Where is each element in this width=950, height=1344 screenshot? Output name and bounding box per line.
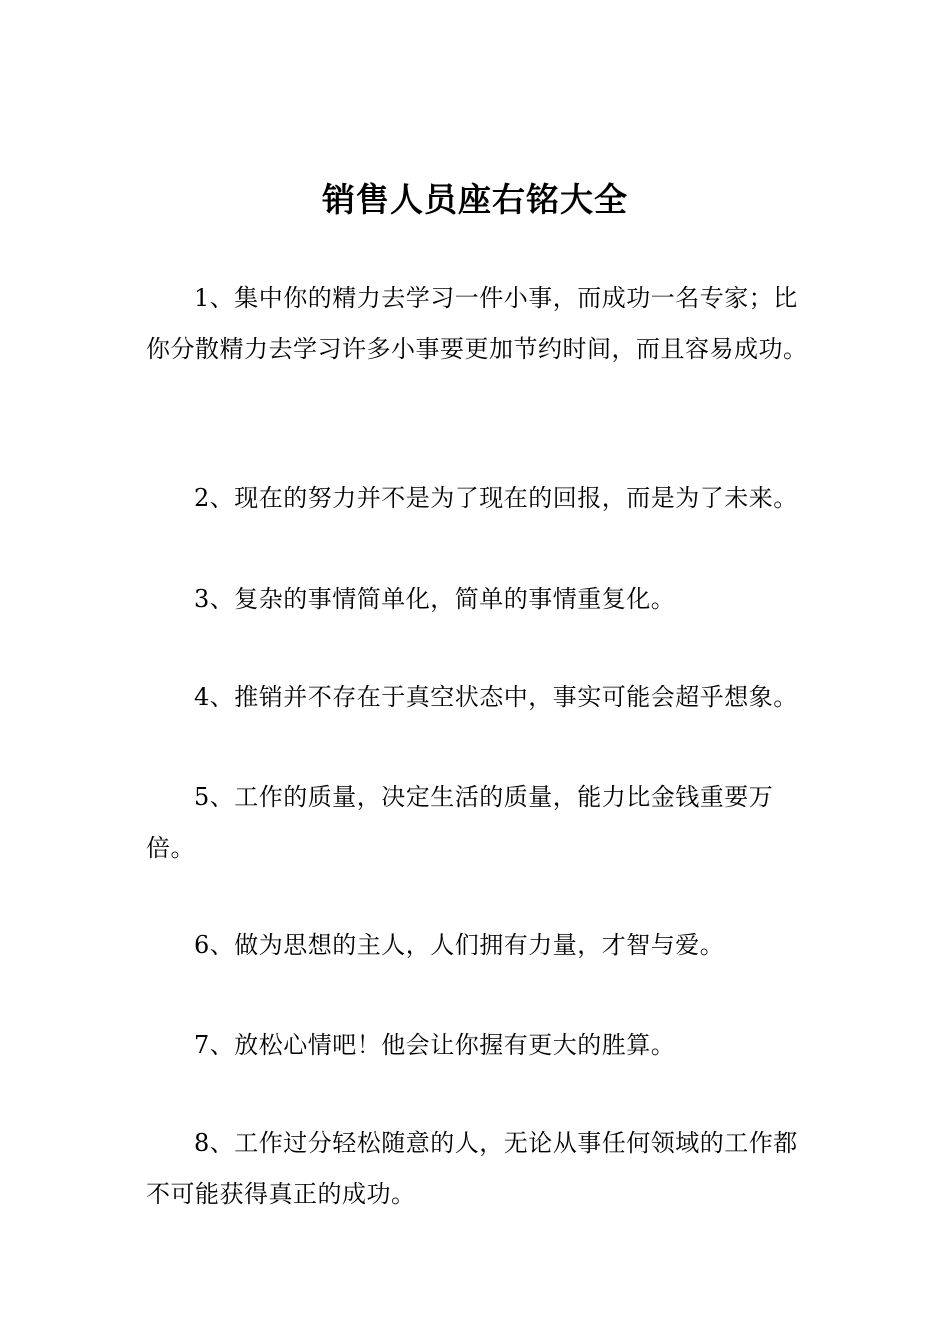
paragraph-8: 8、工作过分轻松随意的人，无论从事任何领域的工作都不可能获得真正的成功。	[146, 1129, 798, 1208]
paragraph-7: 7、放松心情吧！他会让你握有更大的胜算。	[194, 1031, 676, 1059]
paragraph-6: 6、做为思想的主人，人们拥有力量，才智与爱。	[194, 931, 725, 959]
paragraph-5: 5、工作的质量，决定生活的质量，能力比金钱重要万倍。	[146, 783, 774, 862]
paragraph-4: 4、推销并不存在于真空状态中，事实可能会超乎想象。	[194, 683, 798, 711]
paragraph-1: 1、集中你的精力去学习一件小事，而成功一名专家；比你分散精力去学习许多小事要更加节约时间，而且容易成功。	[146, 284, 808, 363]
document-title: 销售人员座右铭大全	[322, 180, 628, 219]
paragraph-2: 2、现在的努力并不是为了现在的回报，而是为了未来。	[194, 484, 798, 512]
paragraph-3: 3、复杂的事情简单化，简单的事情重复化。	[194, 585, 676, 613]
